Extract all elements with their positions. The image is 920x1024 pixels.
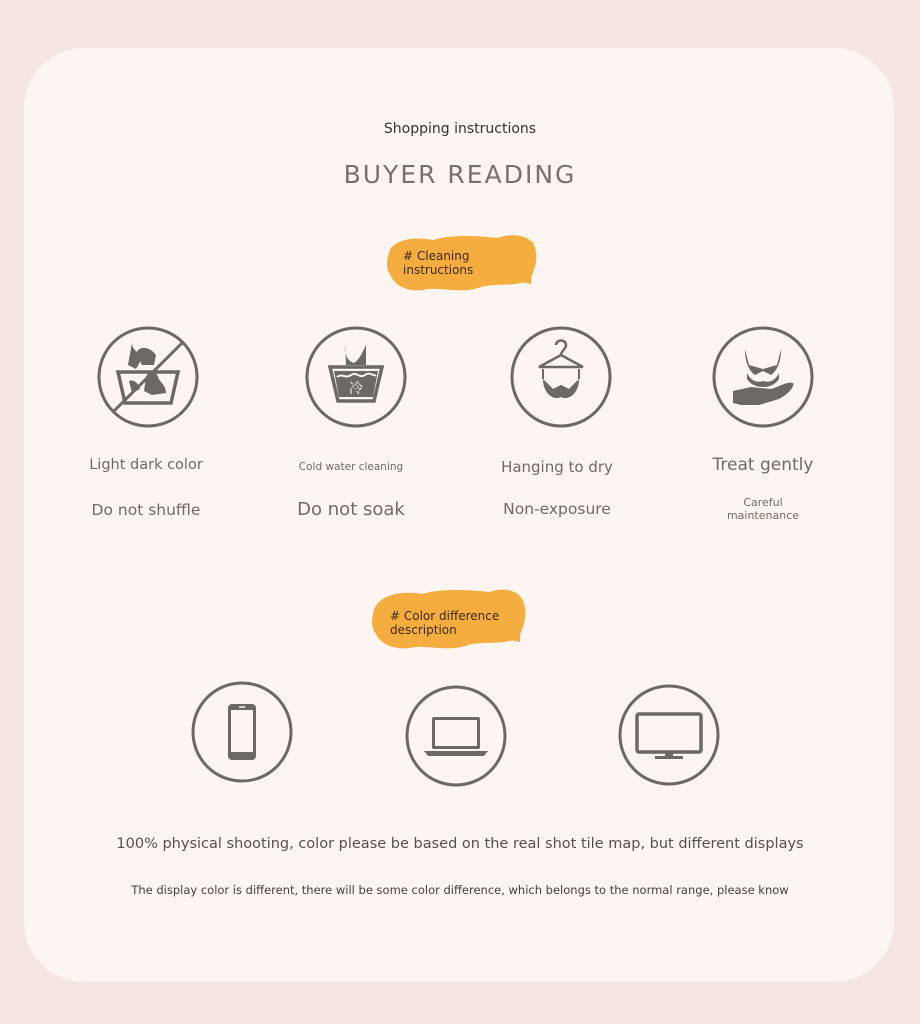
hand-care-icon (711, 325, 815, 433)
cleaning-tag-line1: # Cleaning (403, 249, 470, 263)
color-tag-line2: description (390, 623, 457, 637)
label-light-dark-color: Light dark color (89, 457, 203, 473)
phone-icon (190, 680, 294, 788)
monitor-icon (617, 683, 721, 791)
label-hanging-to-dry: Hanging to dry (501, 458, 613, 476)
laptop-icon (404, 684, 508, 792)
page-title: BUYER READING (343, 160, 577, 189)
cold-water-wash-icon (304, 325, 408, 433)
cleaning-tag-line2: instructions (403, 263, 474, 277)
label-do-not-soak: Do not soak (297, 499, 405, 520)
label-do-not-shuffle: Do not shuffle (91, 501, 201, 519)
svg-text:冷: 冷 (349, 381, 363, 397)
label-careful-maintenance (683, 496, 843, 522)
page-subtitle: Shopping instructions (383, 121, 537, 137)
label-non-exposure: Non-exposure (503, 500, 611, 518)
label-cold-water-cleaning: Cold water cleaning (298, 461, 404, 473)
no-wash-icon (96, 325, 200, 433)
hanger-icon (509, 325, 613, 433)
color-note-secondary: The display color is different, there will be some color difference, which belongs to the normal range, please know (131, 883, 789, 897)
color-difference-tag (370, 586, 530, 652)
label-careful: Careful (743, 496, 783, 509)
label-maintenance: maintenance (726, 509, 800, 522)
color-tag-line1: # Color difference (390, 609, 500, 623)
label-treat-gently: Treat gently (712, 455, 814, 475)
cleaning-tag (383, 230, 539, 294)
color-note-primary: 100% physical shooting, color please be based on the real shot tile map, but different displays (116, 836, 804, 852)
